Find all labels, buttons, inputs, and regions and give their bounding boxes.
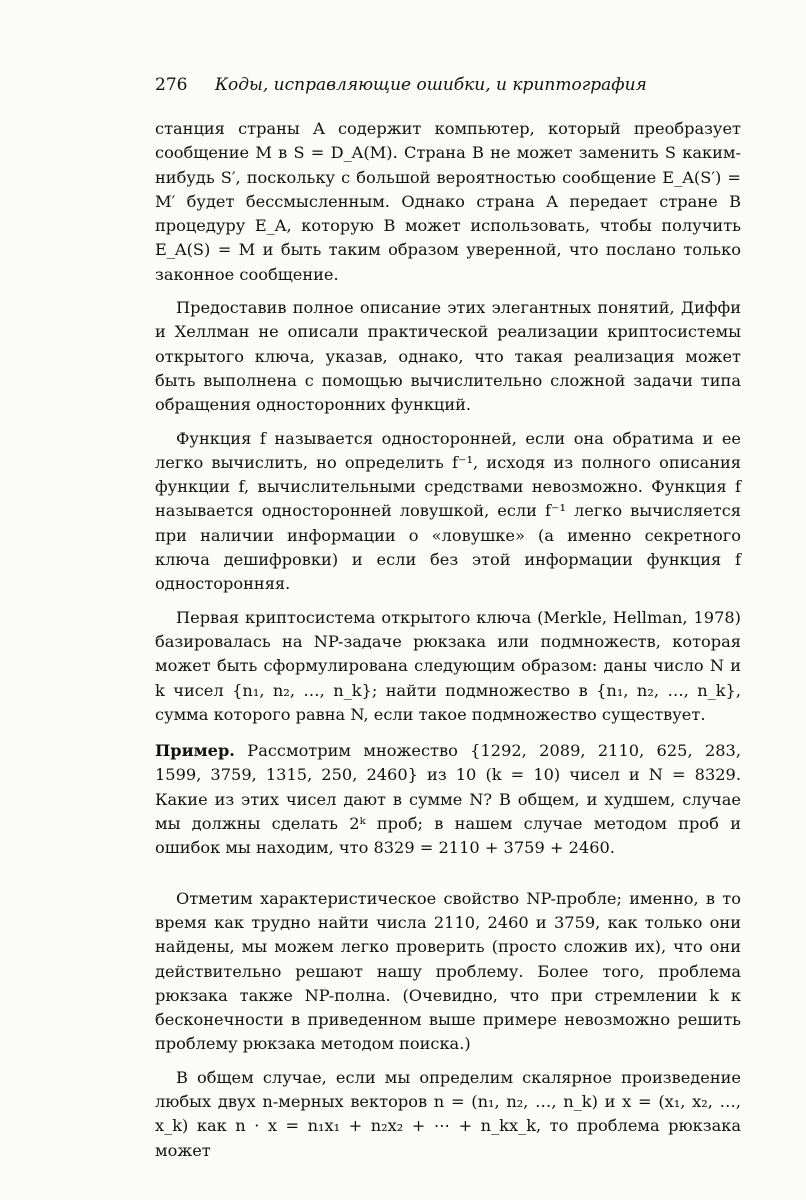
body-text	[155, 117, 741, 1163]
paragraph-knapsack-problem: Первая криптосистема открытого ключа (Merkle, Hellman, 1978) базировалась на NP-задаче рюкзака или подмножеств, которая может быть сформулирована следующим образом: даны число N и k чисел {n₁, n₂, …, n_k}; найти подмножество в {n₁, n₂, …, n_k}, сумма которого равна N, если такое подмножество существует.	[155, 607, 741, 724]
page-header	[155, 72, 755, 98]
paragraph-one-way-function: Функция f называется односторонней, если она обратима и ее легко вычислить, но определить f⁻¹, исходя из полного описания функции f, вычислительными средствами невозможно. Функция f называется односторонней ловушкой, если f⁻¹ легко вычисляется при наличии информации о «ловушке» (а именно секретного ключа дешифровки) и если без этой информации функция f односторонняя.	[155, 428, 741, 594]
paragraph-country-a-signature: станция страны A содержит компьютер, который преобразует сообщение M в S = D_A(M). Страна B не может заменить S каким-нибудь S′, поскольку с большой вероятностью сообщение E_A(S′) = M′ будет бессмысленным. Однако страна A передает стране B процедуру E_A, которую B может использовать, чтобы получить E_A(S) = M и быть таким образом уверенной, что послано только законное сообщение.	[155, 119, 741, 284]
example-label: Пример.	[155, 741, 235, 761]
paragraph-diffie-hellman: Предоставив полное описание этих элегантных понятий, Диффи и Хеллман не описали практической реализации криптосистемы открытого ключа, указав, однако, что такая реализация может быть выполнена с помощью вычислительно сложной задачи типа обращения односторонних функций.	[155, 298, 741, 415]
example-text: Рассмотрим множество {1292, 2089, 2110, 625, 283, 1599, 3759, 1315, 250, 2460} из 10 (k = 10) чисел и N = 8329. Какие из этих чисел дают в сумме N? В общем, и худшем, случае мы должны сделать 2ᵏ проб; в нашем случае методом проб и ошибок мы находим, что 8329 = 2110 + 3759 + 2460.	[155, 741, 741, 858]
running-head: Коды, исправляющие ошибки, и криптография	[214, 75, 647, 95]
paragraph-scalar-product: В общем случае, если мы определим скалярное произведение любых двух n-мерных векторов n = (n₁, n₂, …, n_k) и x = (x₁, x₂, …, x_k) как n · x = n₁x₁ + n₂x₂ + ⋯ + n_kx_k, то проблема рюкзака может	[155, 1067, 741, 1160]
page-number: 276	[155, 75, 188, 95]
paragraph-np-property: Отметим характеристическое свойство NP-пробле; именно, в то время как трудно найти числа 2110, 2460 и 3759, как только они найдены, мы можем легко проверить (просто сложив их), что они действительно решают нашу проблему. Более того, проблема рюкзака также NP-полна. (Очевидно, что при стремлении k к бесконечности в приведенном выше примере невозможно решить проблему рюкзака методом поиска.)	[155, 888, 741, 1054]
paragraph-example	[155, 739, 741, 860]
